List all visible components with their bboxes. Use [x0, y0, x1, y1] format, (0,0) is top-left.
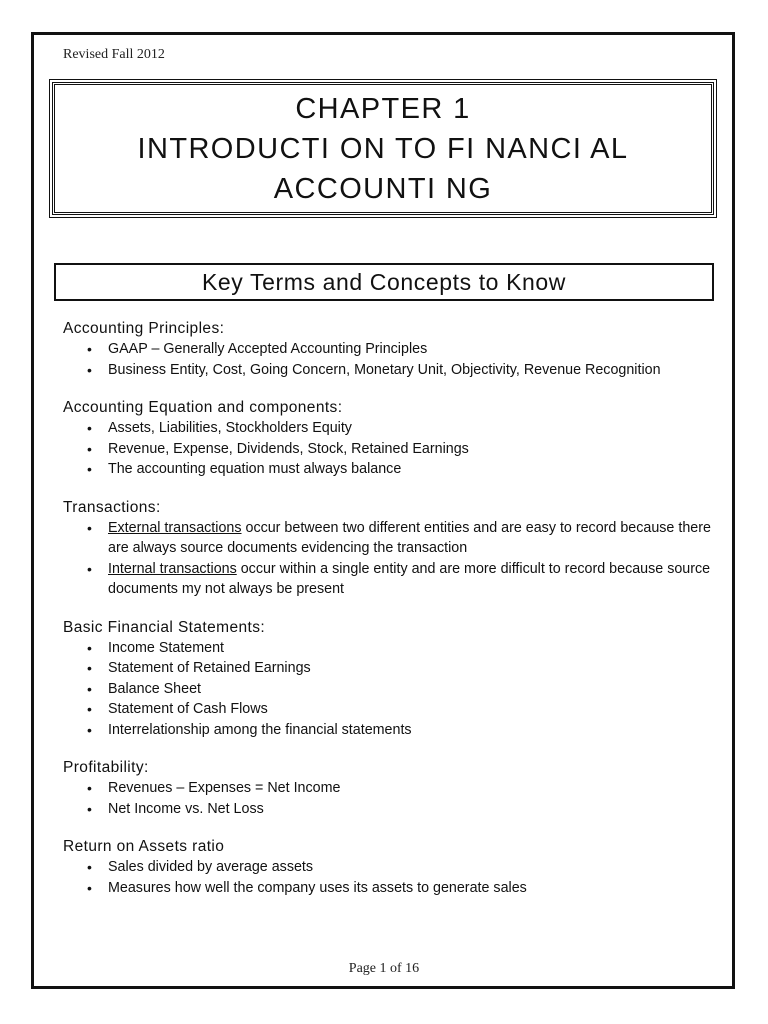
section-heading: Profitability: — [63, 759, 149, 776]
term-internal-transactions: Internal transactions — [108, 560, 237, 577]
section-profitability — [63, 758, 713, 819]
term-description: occur between two different entities and are easy to record because there are always source documents evidencing the transaction — [108, 519, 711, 556]
list-item: • Revenue, Expense, Dividends, Stock, Retained Earnings — [63, 439, 713, 460]
section-heading: Transactions: — [63, 498, 161, 516]
list-item: • Balance Sheet — [63, 679, 713, 700]
bullet-list — [63, 518, 713, 600]
list-item: • GAAP – Generally Accepted Accounting Principles — [63, 339, 713, 360]
list-item: • The accounting equation must always balance — [63, 459, 713, 480]
page-number: Page 1 of 16 — [348, 961, 420, 976]
section-return-on-assets — [63, 837, 713, 898]
list-item: • Statement of Cash Flows — [63, 699, 713, 720]
list-item — [63, 518, 713, 559]
section-heading: Accounting Principles: — [63, 320, 225, 337]
section-heading: Accounting Equation and components: — [63, 399, 343, 416]
list-item: • Revenues – Expenses = Net Income — [63, 778, 713, 799]
list-item: • Net Income vs. Net Loss — [63, 799, 713, 820]
section-transactions — [63, 498, 713, 600]
bullet-list — [63, 638, 713, 741]
chapter-title-line-1: INTRODUCTI ON TO FI NANCI AL — [137, 132, 629, 165]
list-item: • Assets, Liabilities, Stockholders Equity — [63, 418, 713, 439]
term-description: occur within a single entity and are more difficult to record because source documents my not always be present — [108, 560, 711, 597]
list-item: • Income Statement — [63, 638, 713, 659]
chapter-number: CHAPTER 1 — [295, 92, 471, 125]
list-item: • Statement of Retained Earnings — [63, 658, 713, 679]
key-terms-header — [54, 263, 714, 301]
document-body — [63, 319, 713, 916]
chapter-title-line-2: ACCOUNTI NG — [273, 172, 493, 205]
bullet-list — [63, 339, 713, 380]
list-item — [63, 559, 713, 600]
list-item: • Interrelationship among the financial statements — [63, 720, 713, 741]
section-heading: Return on Assets ratio — [63, 838, 225, 855]
section-heading: Basic Financial Statements: — [63, 618, 266, 636]
section-accounting-principles — [63, 319, 713, 380]
section-financial-statements — [63, 618, 713, 741]
bullet-list — [63, 778, 713, 819]
key-terms-title: Key Terms and Concepts to Know — [201, 268, 567, 295]
term-external-transactions: External transactions — [108, 519, 242, 536]
bullet-list — [63, 857, 713, 898]
section-accounting-equation — [63, 398, 713, 480]
bullet-list — [63, 418, 713, 480]
chapter-title-box — [52, 82, 714, 215]
list-item: • Sales divided by average assets — [63, 857, 713, 878]
list-item: • Measures how well the company uses its assets to generate sales — [63, 878, 713, 899]
list-item: • Business Entity, Cost, Going Concern, Monetary Unit, Objectivity, Revenue Recognition — [63, 360, 713, 381]
revision-note: Revised Fall 2012 — [63, 47, 165, 62]
